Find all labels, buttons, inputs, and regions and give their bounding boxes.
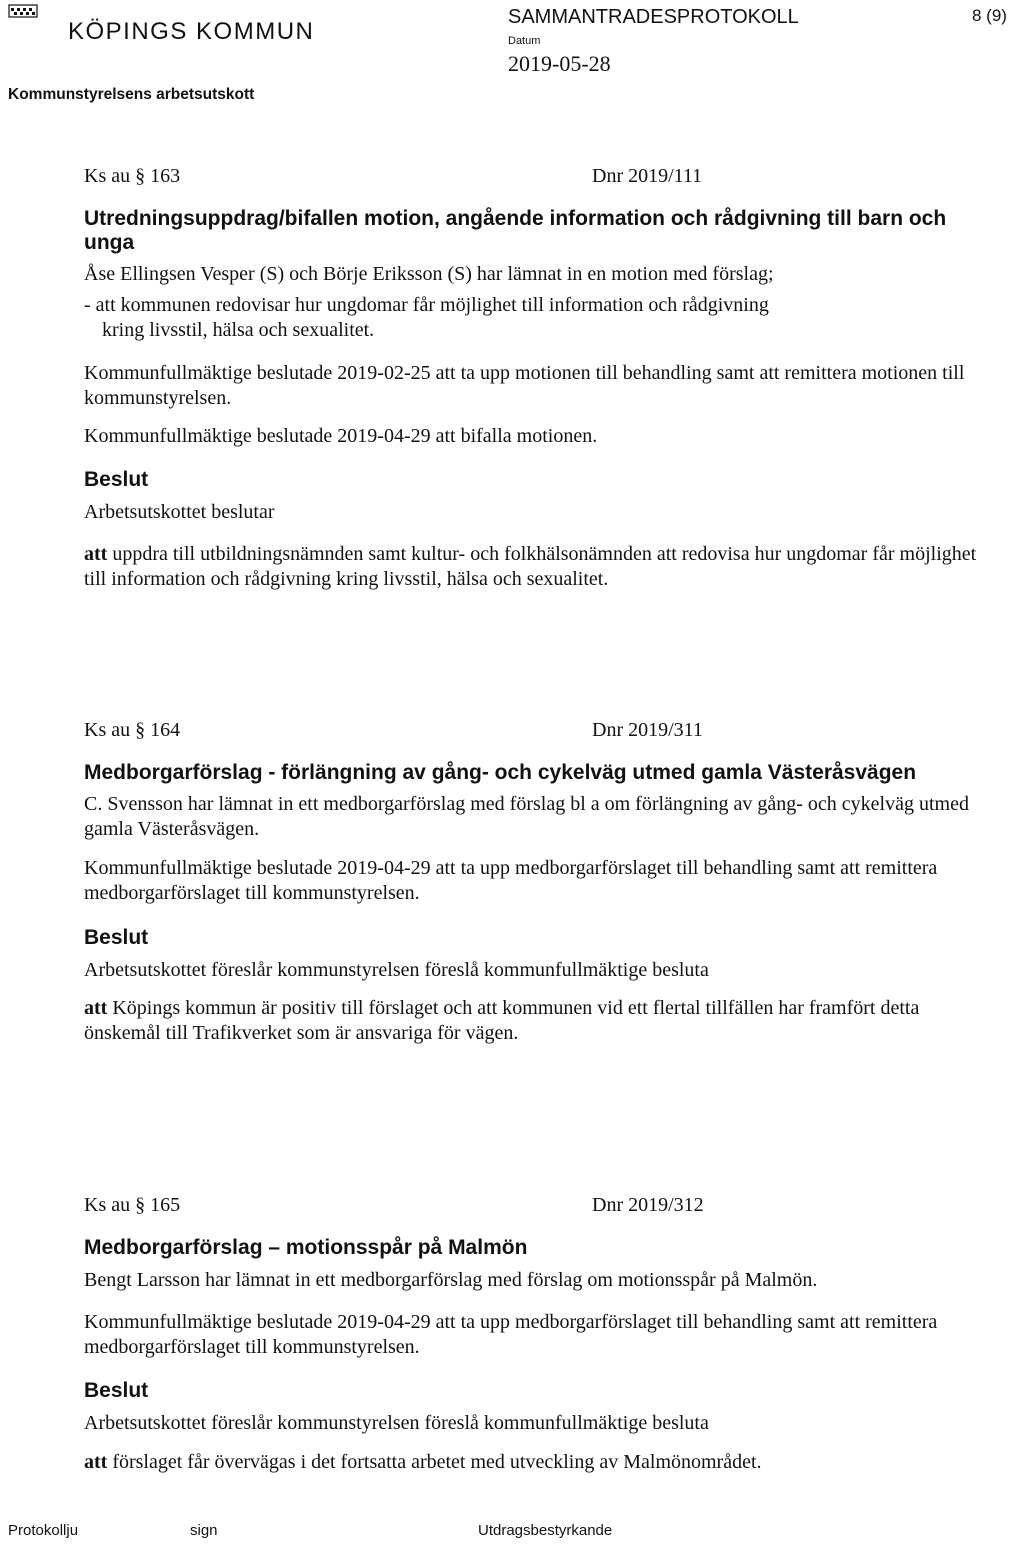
meeting-date: 2019-05-28 bbox=[508, 51, 611, 76]
att-keyword: att bbox=[84, 543, 108, 565]
paragraph: Kommunfullmäktige beslutade 2019-02-25 att ta upp motionen till behandling samt att remittera motionen till kommunstyrelsen. bbox=[84, 362, 965, 409]
footer-sign: sign bbox=[190, 1522, 218, 1539]
department: Kommunstyrelsens arbetsutskott bbox=[8, 86, 255, 103]
decision-intro: Arbetsutskottet föreslår kommunstyrelsen föreslå kommunfullmäktige besluta bbox=[84, 1412, 709, 1434]
section-dnr: Dnr 2019/311 bbox=[592, 719, 703, 741]
paragraph: Kommunfullmäktige beslutade 2019-04-29 att ta upp medborgarförslaget till behandling samt att remittera medborgarförslaget till kommunstyrelsen. bbox=[84, 1311, 938, 1358]
decision-text bbox=[84, 996, 984, 1046]
page-number: 8 (9) bbox=[972, 6, 1007, 25]
section-ref: Ks au § 164 bbox=[84, 719, 181, 741]
decision-intro: Arbetsutskottet föreslår kommunstyrelsen föreslå kommunfullmäktige besluta bbox=[84, 959, 709, 981]
paragraph: Bengt Larsson har lämnat in ett medborgarförslag med förslag om motionsspår på Malmön. bbox=[84, 1269, 818, 1291]
paragraph: kring livsstil, hälsa och sexualitet. bbox=[102, 319, 375, 341]
section-dnr: Dnr 2019/312 bbox=[592, 1194, 704, 1216]
footer-protocol: Protokollju bbox=[8, 1522, 79, 1539]
decision-body: uppdra till utbildningsnämnden samt kultur- och folkhälsonämnden att redovisa hur ungdomar får möjlighet till information och rådgivning kring livsstil, hälsa och sexualitet. bbox=[84, 543, 977, 590]
paragraph: Åse Ellingsen Vesper (S) och Börje Eriksson (S) har lämnat in en motion med förslag; bbox=[84, 263, 774, 285]
att-keyword: att bbox=[84, 997, 108, 1019]
decision-heading: Beslut bbox=[84, 1379, 149, 1402]
section-ref: Ks au § 165 bbox=[84, 1194, 181, 1216]
paragraph: - att kommunen redovisar hur ungdomar får möjlighet till information och rådgivning bbox=[84, 294, 769, 316]
org-name: KÖPINGS KOMMUN bbox=[68, 18, 315, 45]
decision-body: Köpings kommun är positiv till förslaget och att kommunen vid ett flertal tillfällen har framfört detta önskemål till Trafikverket som är ansvariga för vägen. bbox=[84, 997, 920, 1044]
section-ks-au-164 bbox=[84, 719, 984, 1046]
section-title: Utredningsuppdrag/bifallen motion, angående information och rådgivning till barn och unga bbox=[84, 207, 947, 254]
date-label: Datum bbox=[508, 35, 541, 47]
decision-text bbox=[84, 542, 984, 592]
decision-text bbox=[84, 1450, 984, 1475]
decision-heading: Beslut bbox=[84, 468, 149, 491]
document-type: SAMMANTRADESPROTOKOLL bbox=[508, 6, 799, 28]
paragraph: Kommunfullmäktige beslutade 2019-04-29 att bifalla motionen. bbox=[84, 425, 598, 447]
section-ks-au-163 bbox=[84, 165, 984, 592]
decision-body: förslaget får övervägas i det fortsatta arbetet med utveckling av Malmönområdet. bbox=[112, 1451, 762, 1473]
kommun-crest-icon bbox=[8, 4, 38, 18]
footer-extract: Utdragsbestyrkande bbox=[478, 1522, 613, 1539]
att-keyword: att bbox=[84, 1451, 108, 1473]
decision-heading: Beslut bbox=[84, 926, 149, 949]
paragraph: Kommunfullmäktige beslutade 2019-04-29 att ta upp medborgarförslaget till behandling samt att remittera medborgarförslaget till kommunstyrelsen. bbox=[84, 857, 938, 904]
section-ks-au-165 bbox=[84, 1194, 984, 1475]
section-ref: Ks au § 163 bbox=[84, 165, 181, 187]
decision-intro: Arbetsutskottet beslutar bbox=[84, 501, 275, 523]
paragraph: C. Svensson har lämnat in ett medborgarförslag med förslag bl a om förlängning av gång- och cykelväg utmed gamla Västeråsvägen. bbox=[84, 793, 969, 840]
section-title: Medborgarförslag - förlängning av gång- och cykelväg utmed gamla Västeråsvägen bbox=[84, 761, 917, 784]
section-dnr: Dnr 2019/111 bbox=[592, 165, 703, 187]
section-title: Medborgarförslag – motionsspår på Malmön bbox=[84, 1236, 528, 1259]
